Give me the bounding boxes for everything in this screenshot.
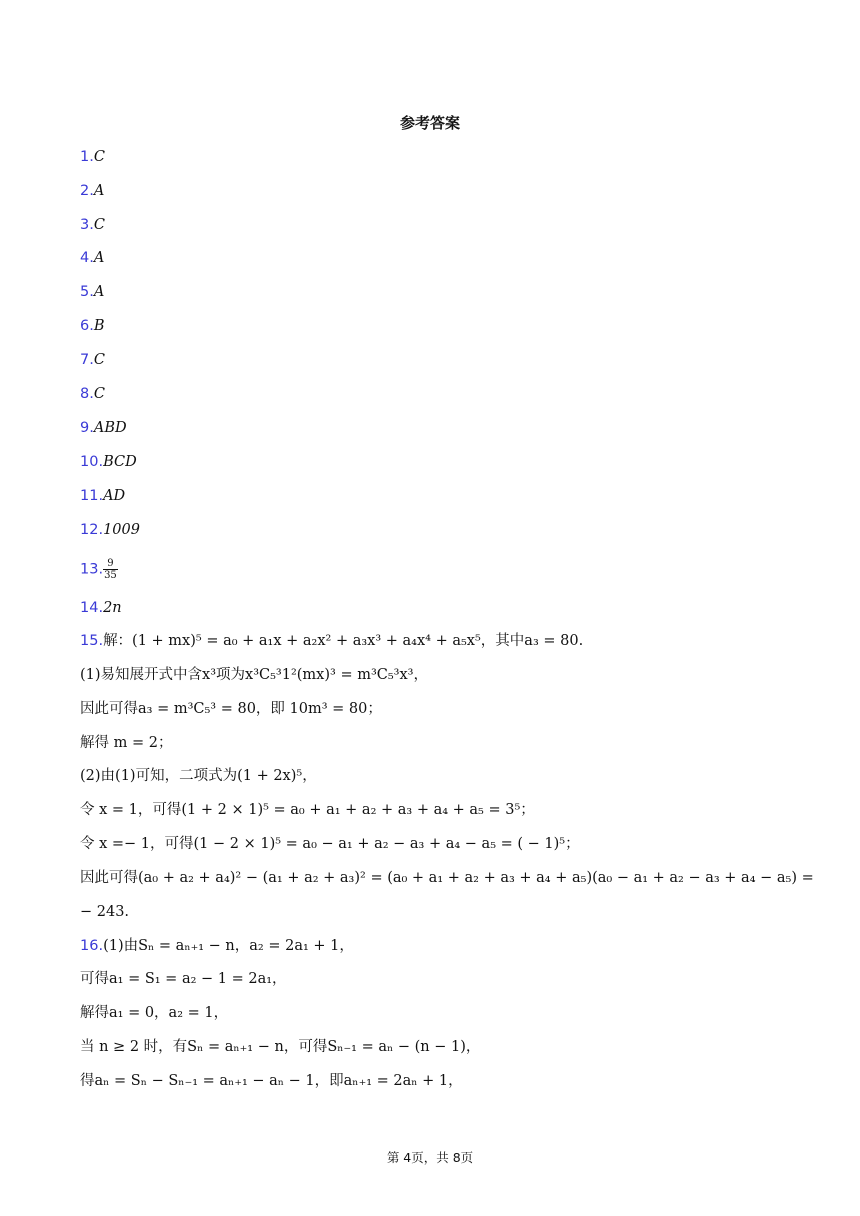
solution-line [80, 902, 129, 922]
answer-number: 2. [80, 183, 94, 199]
answer-item [80, 316, 105, 336]
answer-value: BCD [103, 454, 137, 470]
answer-item [80, 452, 137, 472]
solution-line [80, 665, 428, 685]
answer-item [80, 418, 127, 438]
answer-value: A [93, 183, 105, 199]
answer-value: A [93, 284, 105, 300]
answer-fraction [103, 558, 118, 581]
answer-number: 5. [80, 284, 94, 300]
answer-item [80, 558, 118, 581]
answer-number: 11. [80, 488, 104, 504]
answer-number: 3. [80, 217, 94, 233]
answer-value: C [93, 352, 105, 368]
answer-number: 6. [80, 318, 94, 334]
answer-number: 12. [80, 522, 104, 538]
answer-value: AD [103, 488, 126, 504]
solution-line [80, 868, 814, 888]
answer-item [80, 215, 105, 235]
answer-number: 4. [80, 250, 94, 266]
answer-item [80, 181, 104, 201]
solution-text: 解：(1 + mx)⁵ = a₀ + a₁x + a₂x² + a₃x³ + a₄x⁴ + a₅x⁵，其中a₃ = 80. [103, 633, 584, 649]
solution-text: 令 x = 1，可得(1 + 2 × 1)⁵ = a₀ + a₁ + a₂ + a₃ + a₄ + a₅ = 3⁵； [80, 802, 535, 818]
solution-line [80, 733, 172, 753]
answer-value: B [93, 318, 105, 334]
answer-item [80, 282, 104, 302]
answer-value: 1009 [103, 522, 140, 538]
solution-line [80, 699, 382, 719]
solution-text: (2)由(1)可知，二项式为(1 + 2x)⁵， [80, 768, 317, 784]
fraction-denominator: 35 [104, 570, 117, 581]
answer-value: 2n [103, 600, 122, 616]
answer-item [80, 598, 122, 618]
solution-line [80, 1003, 228, 1023]
solution-line [80, 800, 535, 820]
question-number: 16. [80, 938, 104, 954]
solution-line [80, 936, 354, 956]
question-number: 15. [80, 633, 104, 649]
answer-item [80, 147, 105, 167]
answer-item [80, 384, 105, 404]
answer-value: A [93, 250, 105, 266]
solution-line [80, 1037, 480, 1057]
page-title: 参考答案 [399, 114, 460, 132]
solution-text: 得aₙ = Sₙ − Sₙ₋₁ = aₙ₊₁ − aₙ − 1，即aₙ₊₁ = 2aₙ + 1， [80, 1073, 463, 1089]
page-footer: 第 4页，共 8页 [386, 1150, 474, 1165]
solution-line [80, 766, 317, 786]
solution-text: 令 x =− 1，可得(1 − 2 × 1)⁵ = a₀ − a₁ + a₂ − a₃ + a₄ − a₅ = ( − 1)⁵； [80, 836, 580, 852]
solution-text: (1)由Sₙ = aₙ₊₁ − n，a₂ = 2a₁ + 1， [103, 938, 354, 954]
answer-value: C [93, 149, 105, 165]
answer-number: 9. [80, 420, 94, 436]
answer-number: 8. [80, 386, 94, 402]
solution-text: 解得 m = 2； [80, 735, 173, 751]
answer-number: 1. [80, 149, 94, 165]
answer-number: 10. [80, 454, 104, 470]
answer-value: ABD [93, 420, 127, 436]
solution-text: 可得a₁ = S₁ = a₂ − 1 = 2a₁， [80, 971, 287, 987]
solution-line [80, 834, 580, 854]
solution-text: − 243. [80, 904, 130, 920]
answer-value: C [93, 217, 105, 233]
solution-text: (1)易知展开式中含x³项为x³C₅³1²(mx)³ = m³C₅³x³， [80, 667, 428, 683]
solution-text: 因此可得a₃ = m³C₅³ = 80，即 10m³ = 80； [80, 701, 382, 717]
answer-number: 13. [80, 561, 104, 578]
solution-line [80, 969, 287, 989]
solution-line [80, 631, 583, 651]
answer-number: 14. [80, 600, 104, 616]
solution-text: 解得a₁ = 0，a₂ = 1， [80, 1005, 229, 1021]
solution-text: 因此可得(a₀ + a₂ + a₄)² − (a₁ + a₂ + a₃)² = (a₀ + a₁ + a₂ + a₃ + a₄ + a₅)(a₀ − a₁ + a₂ − a₃ + a₄ − a₅) = [80, 870, 814, 886]
answer-number: 7. [80, 352, 94, 368]
answer-item [80, 350, 105, 370]
answer-item [80, 486, 125, 506]
solution-text: 当 n ≥ 2 时，有Sₙ = aₙ₊₁ − n，可得Sₙ₋₁ = aₙ − (n − 1)， [80, 1039, 481, 1055]
fraction-numerator: 9 [103, 558, 118, 570]
answer-item [80, 520, 140, 540]
answer-value: C [93, 386, 105, 402]
answer-item [80, 248, 104, 268]
solution-line [80, 1071, 463, 1091]
